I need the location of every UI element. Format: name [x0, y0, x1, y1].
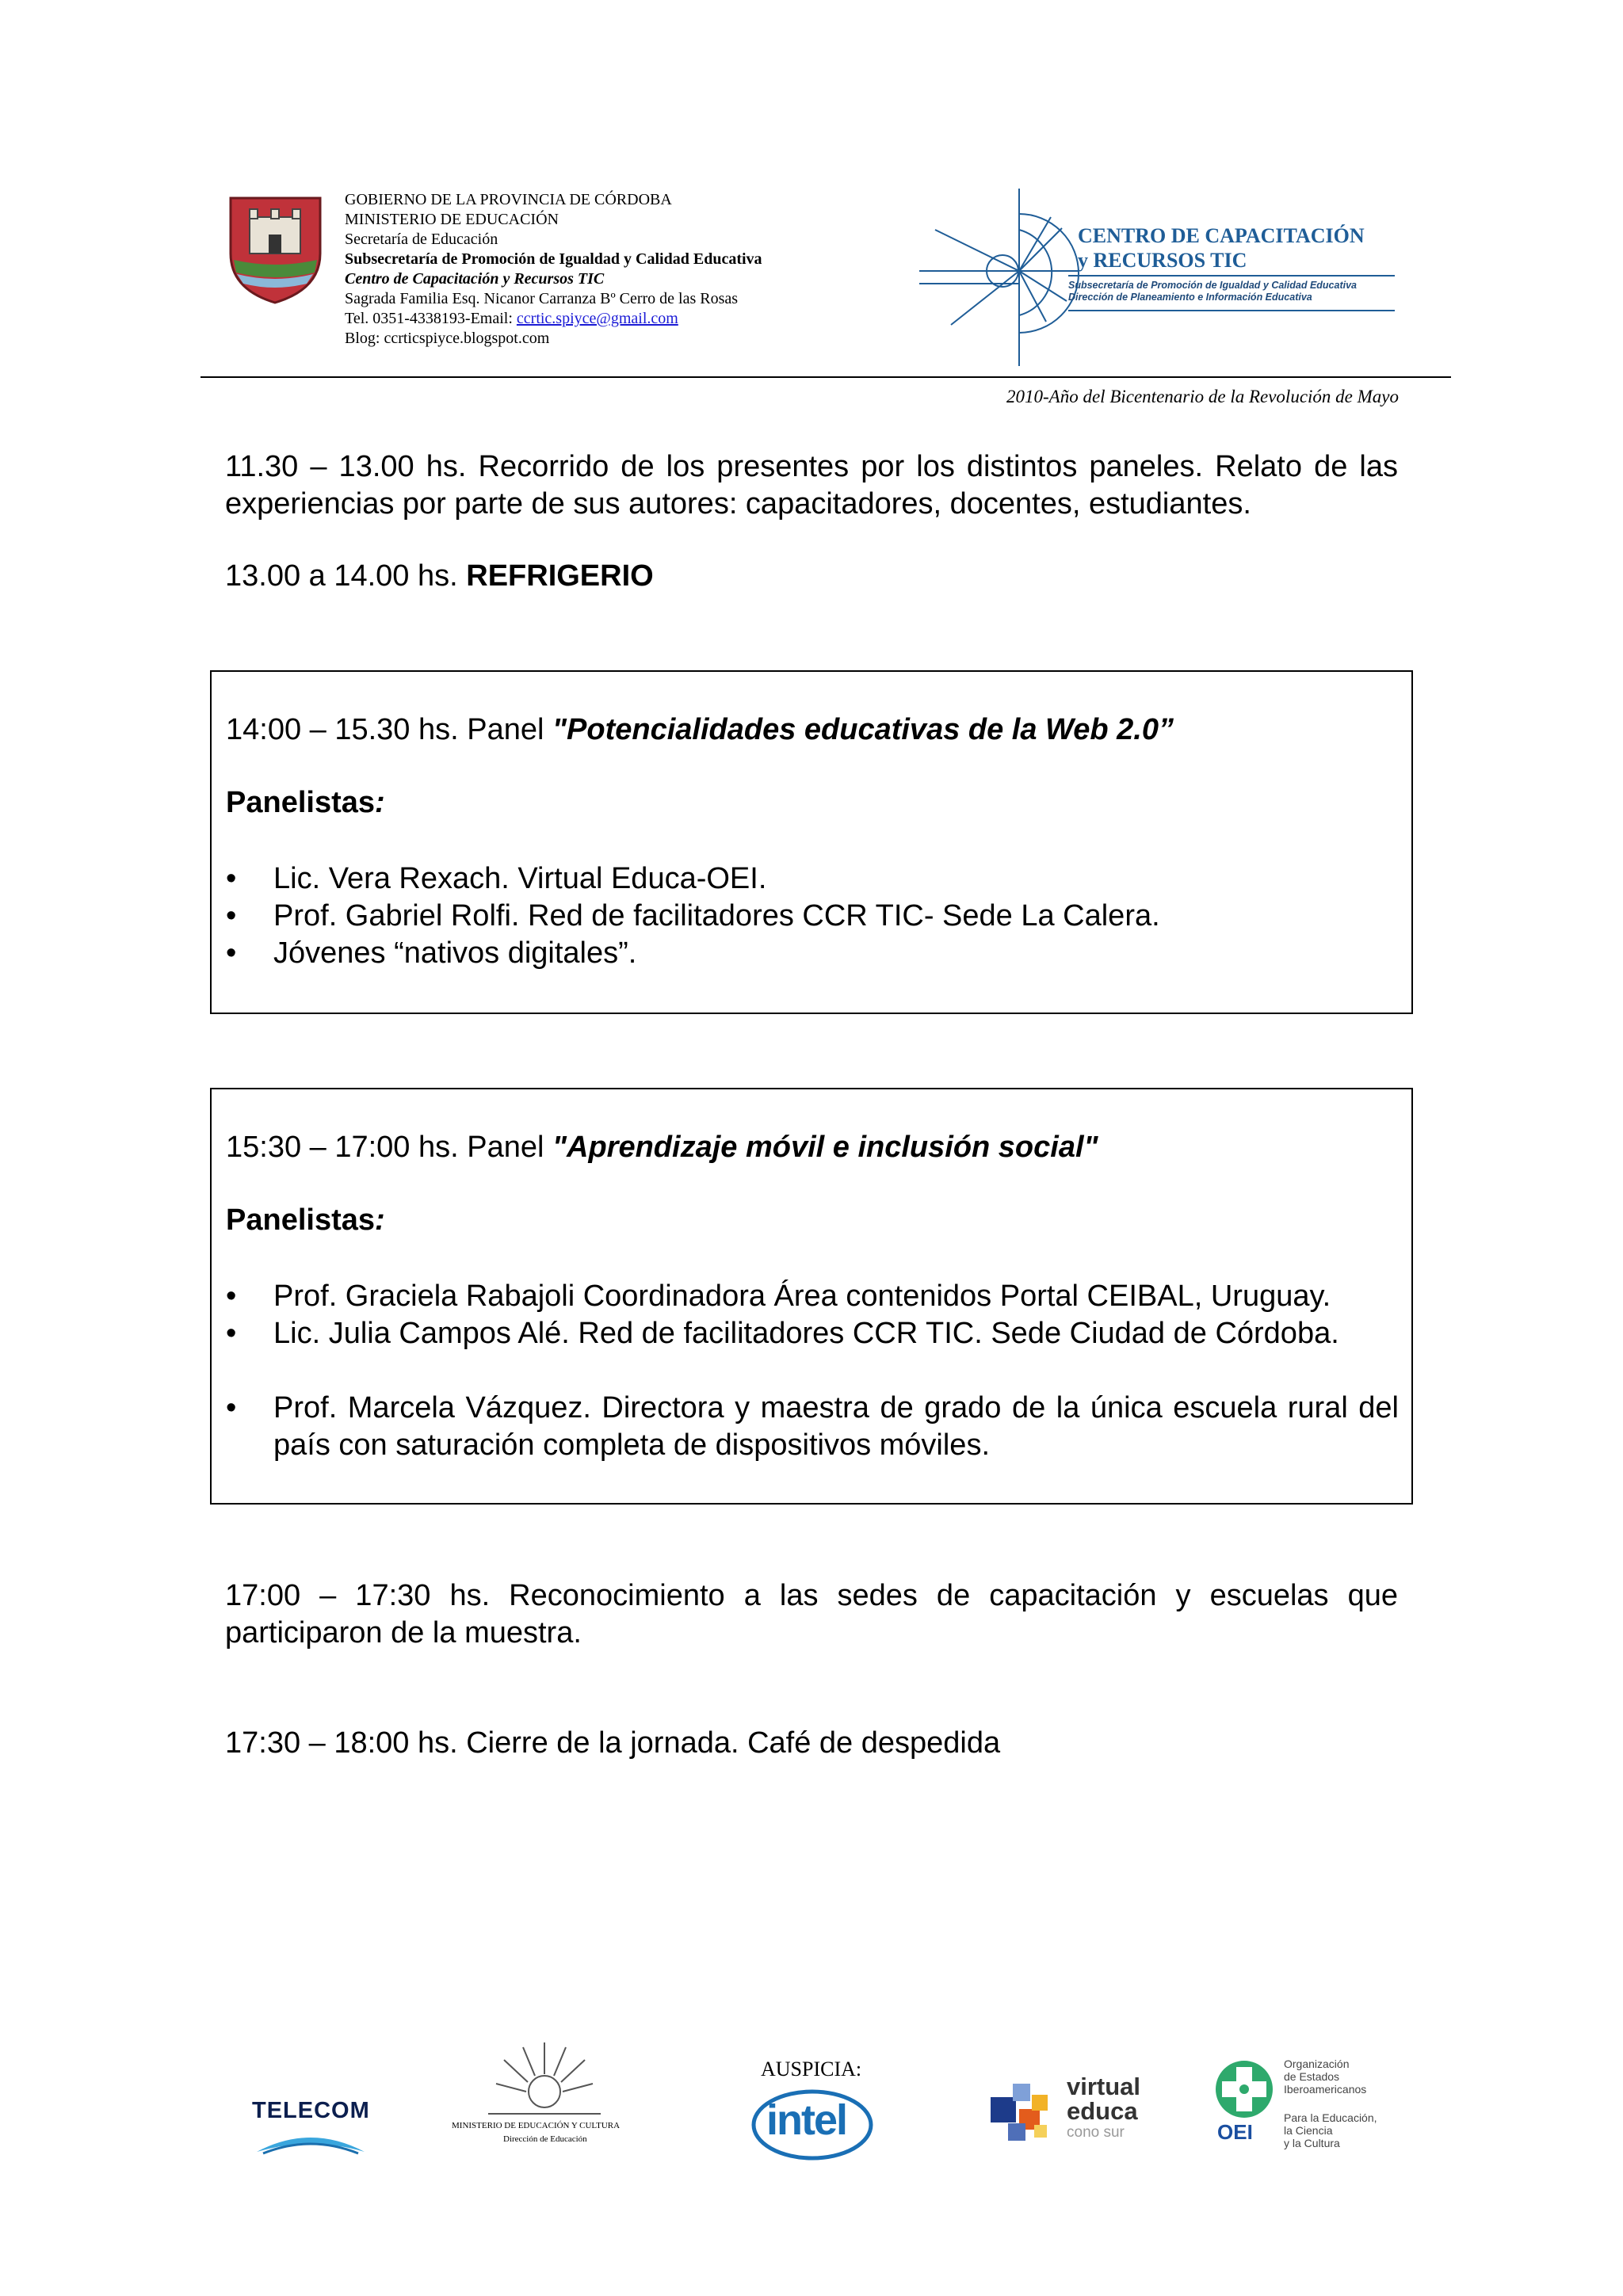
intel-logo-text: intel: [766, 2096, 847, 2144]
virtual-educa-squares-icon: [991, 2077, 1066, 2153]
bullet-icon: •: [226, 1391, 237, 1425]
list-item: • Lic. Vera Rexach. Virtual Educa-OEI.: [226, 860, 1399, 898]
oei-logo-text: OEI: [1217, 2120, 1253, 2144]
virtual-educa-region: cono sur: [1067, 2124, 1125, 2141]
center-subtitle-line-1: Subsecretaría de Promoción de Igualdad y Calidad Educativa: [1068, 280, 1357, 291]
agenda-item-recognition: 17:00 – 17:30 hs. Reconocimiento a las sedes de capacitación y escuelas que participaron de la muestra.: [225, 1579, 1398, 1650]
header-line-center: Centro de Capacitación y Recursos TIC: [345, 270, 605, 288]
telecom-logo-text: TELECOM: [252, 2098, 370, 2123]
header-line-ministry: MINISTERIO DE EDUCACIÓN: [345, 211, 559, 228]
list-item: • Prof. Graciela Rabajoli Coordinadora Área contenidos Portal CEIBAL, Uruguay.: [226, 1278, 1399, 1315]
bullet-icon: •: [226, 936, 237, 970]
header-line-address: Sagrada Familia Esq. Nicanor Carranza Bº Cerro de las Rosas: [345, 290, 739, 307]
break-time: 13.00 a 14.00 hs.: [225, 559, 467, 593]
header-line-contact: [345, 309, 899, 329]
panel-web20-heading: [226, 711, 1399, 749]
oei-org-name: Organización de Estados Iberoamericanos: [1284, 2058, 1367, 2096]
header-tel: Tel. 0351-4338193-Email:: [345, 310, 517, 327]
list-item: • Jóvenes “nativos digitales”.: [226, 935, 1399, 972]
panel-mobile-heading: [226, 1129, 1399, 1166]
panel-mobile-time: 15:30 – 17:00 hs. Panel: [226, 1131, 552, 1164]
virtual-educa-line-1: virtual: [1067, 2073, 1141, 2100]
list-item: • Prof. Marcela Vázquez. Directora y maestra de grado de la única escuela rural del país con saturación completa de dispositivos móviles.: [226, 1391, 1399, 1462]
header-line-secretariat: Secretaría de Educación: [345, 231, 498, 248]
year-motto: 2010-Año del Bicentenario de la Revolución de Mayo: [1006, 387, 1399, 406]
center-subtitle-line-2: Dirección de Planeamiento e Información Educativa: [1068, 292, 1312, 303]
sponsor-label: AUSPICIA:: [761, 2058, 862, 2081]
list-item: • Lic. Julia Campos Alé. Red de facilitadores CCR TIC. Sede Ciudad de Córdoba.: [226, 1315, 1399, 1352]
virtual-educa-line-2: educa: [1067, 2097, 1138, 2125]
virtual-educa-text: [1067, 2074, 1140, 2123]
panel-mobile-panelists-label: Panelistas:: [226, 1203, 385, 1237]
center-subtitle: [1068, 280, 1357, 303]
panel-web20-title: "Potencialidades educativas de la Web 2.0”: [552, 713, 1174, 746]
header-divider: [200, 376, 1451, 378]
header-line-government: GOBIERNO DE LA PROVINCIA DE CÓRDOBA: [345, 191, 672, 208]
center-title-line-1: CENTRO DE CAPACITACIÓN: [1078, 224, 1365, 247]
oei-mission: Para la Educación, la Ciencia y la Cultura: [1284, 2111, 1377, 2149]
agenda-item-closing: 17:30 – 18:00 hs. Cierre de la jornada. Café de despedida: [225, 1726, 1001, 1760]
header-email-link[interactable]: ccrtic.spiyce@gmail.com: [516, 310, 678, 327]
ministry-direction: Dirección de Educación: [503, 2134, 587, 2144]
panel-box-web20: [210, 670, 1413, 1014]
header-line-subsecretariat: Subsecretaría de Promoción de Igualdad y Calidad Educativa: [345, 250, 762, 268]
institution-header: [345, 190, 899, 349]
panel-box-mobile: [210, 1088, 1413, 1505]
ministry-name: MINISTERIO DE EDUCACIÓN Y CULTURA: [452, 2121, 621, 2130]
uruguay-sun-logo: [485, 2038, 604, 2121]
agenda-item-break: [225, 558, 1398, 595]
oei-logo: [1212, 2058, 1276, 2121]
center-title-line-2: y RECURSOS TIC: [1078, 249, 1247, 272]
cordoba-crest-logo: [226, 190, 325, 305]
panel-mobile-title: "Aprendizaje móvil e inclusión social": [552, 1131, 1098, 1164]
panel-web20-panelists-label: Panelistas:: [226, 786, 385, 819]
bullet-icon: •: [226, 1317, 237, 1350]
center-title: [1078, 223, 1365, 273]
bullet-icon: •: [226, 1280, 237, 1313]
bullet-icon: •: [226, 862, 237, 895]
bullet-icon: •: [226, 899, 237, 933]
ccr-tic-compass-logo: [911, 182, 1403, 372]
panel-web20-time: 14:00 – 15.30 hs. Panel: [226, 713, 552, 746]
break-label: REFRIGERIO: [466, 559, 654, 593]
header-line-blog: Blog: ccrticspiyce.blogspot.com: [345, 330, 550, 347]
telecom-swoosh-icon: [254, 2128, 369, 2156]
list-item: • Prof. Gabriel Rolfi. Red de facilitadores CCR TIC- Sede La Calera.: [226, 898, 1399, 935]
agenda-item-tour: 11.30 – 13.00 hs. Recorrido de los presentes por los distintos paneles. Relato de las experiencias por parte de sus autores: capacitadores, docentes, estudiantes.: [225, 450, 1398, 521]
